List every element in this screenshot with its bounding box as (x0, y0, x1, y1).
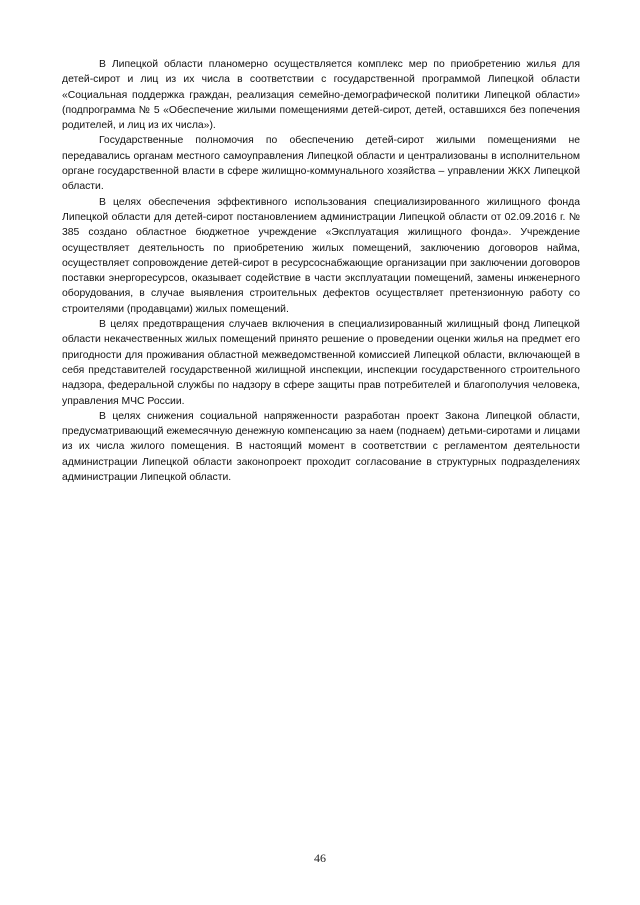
page-number: 46 (314, 851, 326, 865)
document-body (62, 57, 580, 485)
paragraph: В целях обеспечения эффективного использования специализированного жилищного фонда Липецкой области для детей-сирот постановлением администрации Липецкой области от 02.09.2016 г. № 385 создано областное бюджетное учреждение «Эксплуатация жилищного фонда». Учреждение осуществляет деятельность по приобретению жилых помещений, заключению договоров найма, осуществляет сопровождение детей-сирот в ресурсоснабжающие организации при заключении договоров поставки энергоресурсов, оказывает содействие в части эксплуатации помещений, замены инженерного оборудования, в случае выявления строительных дефектов осуществляет претензионную работу со строителями (продавцами) жилых помещений. (62, 196, 580, 315)
paragraph: Государственные полномочия по обеспечению детей-сирот жилыми помещениями не передавались органам местного самоуправления Липецкой области и централизованы в исполнительном органе государственной власти в сфере жилищно-коммунального хозяйства – управлении ЖКХ Липецкой области. (62, 135, 580, 193)
paragraph: В Липецкой области планомерно осуществляется комплекс мер по приобретению жилья для детей-сирот и лиц из их числа в соответствии с государственной программой Липецкой области «Социальная поддержка граждан, реализация семейно-демографической политики Липецкой области» (подпрограмма № 5 «Обеспечение жилыми помещениями детей-сирот, детей, оставшихся без попечения родителей, и лиц из их числа»). (62, 59, 580, 132)
paragraph: В целях снижения социальной напряженности разработан проект Закона Липецкой области, предусматривающий ежемесячную денежную компенсацию за наем (поднаем) детьми-сиротами и лицами из их числа жилого помещения. В настоящий момент в соответствии с регламентом деятельности администрации Липецкой области законопроект проходит согласование в структурных подразделениях администрации Липецкой области. (62, 410, 580, 484)
paragraph: В целях предотвращения случаев включения в специализированный жилищный фонд Липецкой области некачественных жилых помещений принято решение о проведении оценки жилья на предмет его пригодности для проживания областной межведомственной комиссией Липецкой области, включающей в себя представителей государственной жилищной инспекции, инспекции государственного строительного надзора, федеральной службы по надзору в сфере защиты прав потребителей и благополучия человека, управления МЧС России. (62, 319, 580, 407)
